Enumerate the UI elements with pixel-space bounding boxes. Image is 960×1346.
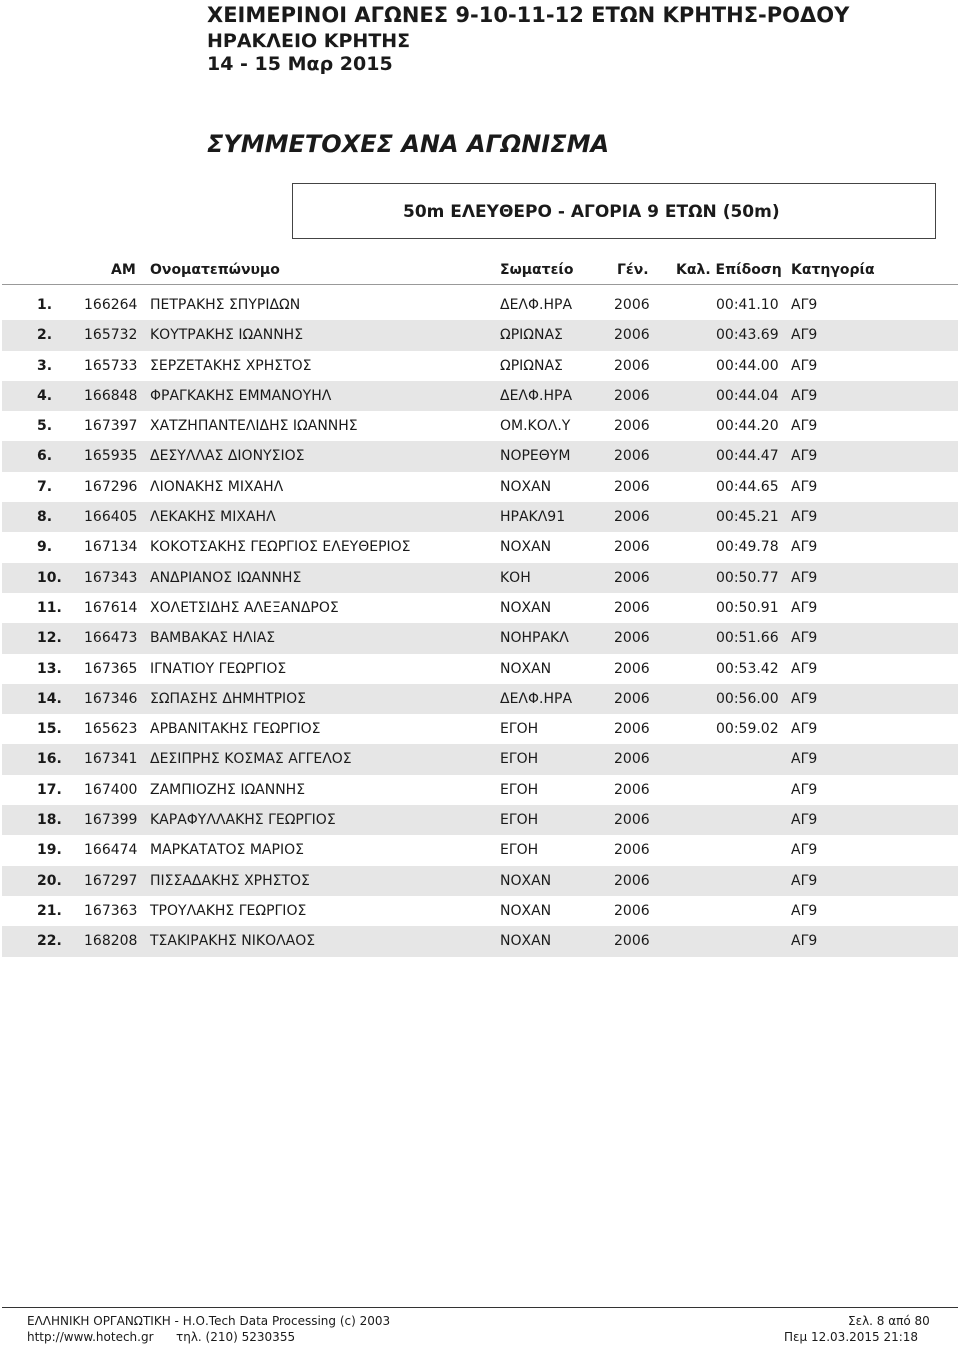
year-cell: 2006 bbox=[614, 539, 650, 556]
club-cell: ΝΟΧΑΝ bbox=[500, 660, 552, 677]
time-cell: 00:44.20 bbox=[716, 418, 779, 435]
year-cell: 2006 bbox=[614, 872, 650, 889]
year-cell: 2006 bbox=[614, 781, 650, 798]
am-cell: 167343 bbox=[84, 569, 138, 586]
table-row bbox=[2, 744, 958, 774]
category-cell: ΑΓ9 bbox=[791, 933, 818, 950]
club-cell: ΕΓΟΗ bbox=[500, 812, 539, 829]
footer-divider bbox=[2, 1307, 958, 1308]
table-row bbox=[2, 805, 958, 835]
category-cell: ΑΓ9 bbox=[791, 902, 818, 919]
rank-cell: 16. bbox=[37, 751, 62, 768]
am-cell: 166848 bbox=[84, 387, 138, 404]
name-cell: ΚΟΥΤΡΑΚΗΣ ΙΩΑΝΝΗΣ bbox=[150, 327, 304, 344]
time-cell: 00:41.10 bbox=[716, 297, 779, 313]
name-cell: ΣΩΠΑΣΗΣ ΔΗΜΗΤΡΙΟΣ bbox=[150, 690, 307, 707]
name-cell: ΧΟΛΕΤΣΙΔΗΣ ΑΛΕΞΑΝΔΡΟΣ bbox=[150, 599, 339, 616]
time-cell: 00:49.78 bbox=[716, 539, 779, 556]
year-cell: 2006 bbox=[614, 842, 650, 859]
meet-title: ΧΕΙΜΕΡΙΝΟΙ ΑΓΩΝΕΣ 9-10-11-12 ΕΤΩΝ ΚΡΗΤΗΣ-ΡΟΔΟΥ bbox=[207, 3, 850, 27]
club-cell: ΔΕΛΦ.ΗΡΑ bbox=[500, 297, 573, 313]
rank-cell: 14. bbox=[37, 690, 62, 707]
category-cell: ΑΓ9 bbox=[791, 418, 818, 435]
am-cell: 167363 bbox=[84, 902, 138, 919]
table-row bbox=[2, 290, 958, 320]
club-cell: ΕΓΟΗ bbox=[500, 781, 539, 798]
rank-cell: 20. bbox=[37, 872, 62, 889]
rank-cell: 9. bbox=[37, 539, 53, 556]
am-cell: 166473 bbox=[84, 630, 138, 647]
year-cell: 2006 bbox=[614, 751, 650, 768]
club-cell: ΝΟΡΕΘΥΜ bbox=[500, 448, 571, 465]
category-cell: ΑΓ9 bbox=[791, 539, 818, 556]
table-row bbox=[2, 714, 958, 744]
footer-url[interactable]: http://www.hotech.gr bbox=[27, 1330, 154, 1344]
table-row bbox=[2, 926, 958, 956]
year-cell: 2006 bbox=[614, 448, 650, 465]
category-cell: ΑΓ9 bbox=[791, 387, 818, 404]
category-cell: ΑΓ9 bbox=[791, 599, 818, 616]
am-cell: 167397 bbox=[84, 418, 138, 435]
category-cell: ΑΓ9 bbox=[791, 751, 818, 768]
name-cell: ΑΡΒΑΝΙΤΑΚΗΣ ΓΕΩΡΓΙΟΣ bbox=[150, 721, 321, 738]
event-title: 50m ΕΛΕΥΘΕΡΟ - ΑΓΟΡΙΑ 9 ΕΤΩΝ (50m) bbox=[403, 202, 780, 222]
time-cell: 00:44.47 bbox=[716, 448, 779, 465]
page-title: ΣΥΜΜΕΤΟΧΕΣ ΑΝΑ ΑΓΩΝΙΣΜΑ bbox=[207, 130, 610, 158]
year-cell: 2006 bbox=[614, 690, 650, 707]
year-cell: 2006 bbox=[614, 902, 650, 919]
category-cell: ΑΓ9 bbox=[791, 357, 818, 374]
table-row bbox=[2, 775, 958, 805]
rank-cell: 4. bbox=[37, 387, 53, 404]
am-cell: 167614 bbox=[84, 599, 138, 616]
am-cell: 168208 bbox=[84, 933, 138, 950]
year-cell: 2006 bbox=[614, 509, 650, 526]
year-cell: 2006 bbox=[614, 933, 650, 950]
category-cell: ΑΓ9 bbox=[791, 842, 818, 859]
table-row bbox=[2, 593, 958, 623]
am-cell: 167400 bbox=[84, 781, 138, 798]
rank-cell: 12. bbox=[37, 630, 62, 647]
footer-date: Πεμ 12.03.2015 21:18 bbox=[784, 1330, 919, 1344]
am-cell: 167399 bbox=[84, 812, 138, 829]
name-cell: ΚΟΚΟΤΣΑΚΗΣ ΓΕΩΡΓΙΟΣ ΕΛΕΥΘΕΡΙΟΣ bbox=[150, 539, 411, 556]
year-cell: 2006 bbox=[614, 418, 650, 435]
time-cell: 00:56.00 bbox=[716, 690, 779, 707]
year-cell: 2006 bbox=[614, 812, 650, 829]
category-cell: ΑΓ9 bbox=[791, 721, 818, 738]
name-cell: ΔΕΣΙΠΡΗΣ ΚΟΣΜΑΣ ΑΓΓΕΛΟΣ bbox=[150, 751, 352, 768]
rank-cell: 10. bbox=[37, 569, 62, 586]
club-cell: ΕΓΟΗ bbox=[500, 842, 539, 859]
time-cell: 00:45.21 bbox=[716, 509, 779, 526]
am-cell: 165935 bbox=[84, 448, 138, 465]
name-cell: ΙΓΝΑΤΙΟΥ ΓΕΩΡΓΙΟΣ bbox=[150, 660, 287, 677]
footer-org: ΕΛΛΗΝΙΚΗ ΟΡΓΑΝΩΤΙΚΗ - Η.Ο.Tech Data Processing (c) 2003 bbox=[27, 1314, 391, 1328]
year-cell: 2006 bbox=[614, 569, 650, 586]
rank-cell: 18. bbox=[37, 812, 62, 829]
name-cell: ΖΑΜΠΙΟΖΗΣ ΙΩΑΝΝΗΣ bbox=[150, 781, 306, 798]
year-cell: 2006 bbox=[614, 599, 650, 616]
am-cell: 167346 bbox=[84, 690, 138, 707]
am-cell: 167297 bbox=[84, 872, 138, 889]
rank-cell: 13. bbox=[37, 660, 62, 677]
club-cell: ΗΡΑΚΛ91 bbox=[500, 509, 566, 526]
year-cell: 2006 bbox=[614, 630, 650, 647]
club-cell: ΝΟΧΑΝ bbox=[500, 933, 552, 950]
am-cell: 166474 bbox=[84, 842, 138, 859]
table-row bbox=[2, 532, 958, 562]
year-cell: 2006 bbox=[614, 478, 650, 495]
am-cell: 165623 bbox=[84, 721, 138, 738]
name-cell: ΠΕΤΡΑΚΗΣ ΣΠΥΡΙΔΩΝ bbox=[150, 297, 301, 313]
name-cell: ΔΕΣΥΛΛΑΣ ΔΙΟΝΥΣΙΟΣ bbox=[150, 448, 305, 465]
category-cell: ΑΓ9 bbox=[791, 448, 818, 465]
year-cell: 2006 bbox=[614, 327, 650, 344]
year-cell: 2006 bbox=[614, 297, 650, 313]
rank-cell: 6. bbox=[37, 448, 53, 465]
year-cell: 2006 bbox=[614, 357, 650, 374]
header-divider bbox=[2, 284, 958, 285]
footer-phone: τηλ. (210) 5230355 bbox=[176, 1330, 296, 1344]
time-cell: 00:44.00 bbox=[716, 357, 779, 374]
time-cell: 00:50.77 bbox=[716, 569, 779, 586]
category-cell: ΑΓ9 bbox=[791, 812, 818, 829]
column-header-category: Κατηγορία bbox=[791, 262, 875, 278]
name-cell: ΜΑΡΚΑΤΑΤΟΣ ΜΑΡΙΟΣ bbox=[150, 842, 304, 859]
rank-cell: 1. bbox=[37, 297, 53, 313]
column-header-time: Καλ. Επίδοση bbox=[676, 262, 782, 278]
rank-cell: 7. bbox=[37, 478, 53, 495]
meet-dates: 14 - 15 Μαρ 2015 bbox=[207, 53, 393, 75]
time-cell: 00:44.04 bbox=[716, 387, 779, 404]
year-cell: 2006 bbox=[614, 387, 650, 404]
name-cell: ΣΕΡΖΕΤΑΚΗΣ ΧΡΗΣΤΟΣ bbox=[150, 357, 312, 374]
club-cell: ΝΟΗΡΑΚΛ bbox=[500, 630, 569, 647]
rank-cell: 15. bbox=[37, 721, 62, 738]
am-cell: 166405 bbox=[84, 509, 138, 526]
category-cell: ΑΓ9 bbox=[791, 569, 818, 586]
table-row bbox=[2, 866, 958, 896]
event-box bbox=[292, 183, 936, 239]
am-cell: 167134 bbox=[84, 539, 138, 556]
column-header-name: Ονοματεπώνυμο bbox=[150, 262, 280, 278]
table-row bbox=[2, 623, 958, 653]
table-row bbox=[2, 351, 958, 381]
am-cell: 167365 bbox=[84, 660, 138, 677]
column-header-year: Γέν. bbox=[617, 262, 649, 278]
category-cell: ΑΓ9 bbox=[791, 509, 818, 526]
table-row bbox=[2, 502, 958, 532]
club-cell: ΝΟΧΑΝ bbox=[500, 872, 552, 889]
time-cell: 00:50.91 bbox=[716, 599, 779, 616]
rank-cell: 22. bbox=[37, 933, 62, 950]
category-cell: ΑΓ9 bbox=[791, 478, 818, 495]
name-cell: ΑΝΔΡΙΑΝΟΣ ΙΩΑΝΝΗΣ bbox=[150, 569, 302, 586]
club-cell: ΟΜ.ΚΟΛ.Υ bbox=[500, 418, 571, 435]
club-cell: ΔΕΛΦ.ΗΡΑ bbox=[500, 387, 573, 404]
rank-cell: 8. bbox=[37, 509, 53, 526]
am-cell: 166264 bbox=[84, 297, 138, 313]
table-row bbox=[2, 896, 958, 926]
table-row bbox=[2, 654, 958, 684]
rank-cell: 3. bbox=[37, 357, 53, 374]
rank-cell: 5. bbox=[37, 418, 53, 435]
name-cell: ΚΑΡΑΦΥΛΛΑΚΗΣ ΓΕΩΡΓΙΟΣ bbox=[150, 812, 336, 829]
category-cell: ΑΓ9 bbox=[791, 781, 818, 798]
table-row bbox=[2, 411, 958, 441]
name-cell: ΛΙΟΝΑΚΗΣ ΜΙΧΑΗΛ bbox=[150, 478, 284, 495]
category-cell: ΑΓ9 bbox=[791, 327, 818, 344]
name-cell: ΦΡΑΓΚΑΚΗΣ ΕΜΜΑΝΟΥΗΛ bbox=[150, 387, 332, 404]
footer-page-number: Σελ. 8 από 80 bbox=[848, 1314, 930, 1328]
table-row bbox=[2, 684, 958, 714]
year-cell: 2006 bbox=[614, 660, 650, 677]
club-cell: ΔΕΛΦ.ΗΡΑ bbox=[500, 690, 573, 707]
time-cell: 00:43.69 bbox=[716, 327, 779, 344]
name-cell: ΤΣΑΚΙΡΑΚΗΣ ΝΙΚΟΛΑΟΣ bbox=[150, 933, 316, 950]
results-table bbox=[2, 290, 958, 957]
club-cell: ΩΡΙΩΝΑΣ bbox=[500, 327, 563, 344]
table-row bbox=[2, 563, 958, 593]
time-cell: 00:59.02 bbox=[716, 721, 779, 738]
category-cell: ΑΓ9 bbox=[791, 630, 818, 647]
club-cell: ΚΟΗ bbox=[500, 569, 531, 586]
table-row bbox=[2, 441, 958, 471]
rank-cell: 19. bbox=[37, 842, 62, 859]
am-cell: 165732 bbox=[84, 327, 138, 344]
year-cell: 2006 bbox=[614, 721, 650, 738]
name-cell: ΤΡΟΥΛΑΚΗΣ ΓΕΩΡΓΙΟΣ bbox=[150, 902, 307, 919]
rank-cell: 17. bbox=[37, 781, 62, 798]
club-cell: ΕΓΟΗ bbox=[500, 751, 539, 768]
rank-cell: 21. bbox=[37, 902, 62, 919]
category-cell: ΑΓ9 bbox=[791, 660, 818, 677]
category-cell: ΑΓ9 bbox=[791, 872, 818, 889]
category-cell: ΑΓ9 bbox=[791, 297, 818, 313]
rank-cell: 11. bbox=[37, 599, 62, 616]
club-cell: ΩΡΙΩΝΑΣ bbox=[500, 357, 563, 374]
am-cell: 165733 bbox=[84, 357, 138, 374]
table-row bbox=[2, 320, 958, 350]
table-row bbox=[2, 835, 958, 865]
club-cell: ΕΓΟΗ bbox=[500, 721, 539, 738]
rank-cell: 2. bbox=[37, 327, 53, 344]
time-cell: 00:51.66 bbox=[716, 630, 779, 647]
category-cell: ΑΓ9 bbox=[791, 690, 818, 707]
meet-location: ΗΡΑΚΛΕΙΟ ΚΡΗΤΗΣ bbox=[207, 30, 411, 52]
column-header-am: ΑΜ bbox=[111, 262, 136, 278]
name-cell: ΠΙΣΣΑΔΑΚΗΣ ΧΡΗΣΤΟΣ bbox=[150, 872, 310, 889]
club-cell: ΝΟΧΑΝ bbox=[500, 902, 552, 919]
table-row bbox=[2, 381, 958, 411]
table-row bbox=[2, 472, 958, 502]
time-cell: 00:44.65 bbox=[716, 478, 779, 495]
name-cell: ΧΑΤΖΗΠΑΝΤΕΛΙΔΗΣ ΙΩΑΝΝΗΣ bbox=[150, 418, 358, 435]
club-cell: ΝΟΧΑΝ bbox=[500, 539, 552, 556]
time-cell: 00:53.42 bbox=[716, 660, 779, 677]
name-cell: ΒΑΜΒΑΚΑΣ ΗΛΙΑΣ bbox=[150, 630, 276, 647]
am-cell: 167341 bbox=[84, 751, 138, 768]
club-cell: ΝΟΧΑΝ bbox=[500, 478, 552, 495]
name-cell: ΛΕΚΑΚΗΣ ΜΙΧΑΗΛ bbox=[150, 509, 276, 526]
am-cell: 167296 bbox=[84, 478, 138, 495]
club-cell: ΝΟΧΑΝ bbox=[500, 599, 552, 616]
column-header-club: Σωματείο bbox=[500, 262, 574, 278]
